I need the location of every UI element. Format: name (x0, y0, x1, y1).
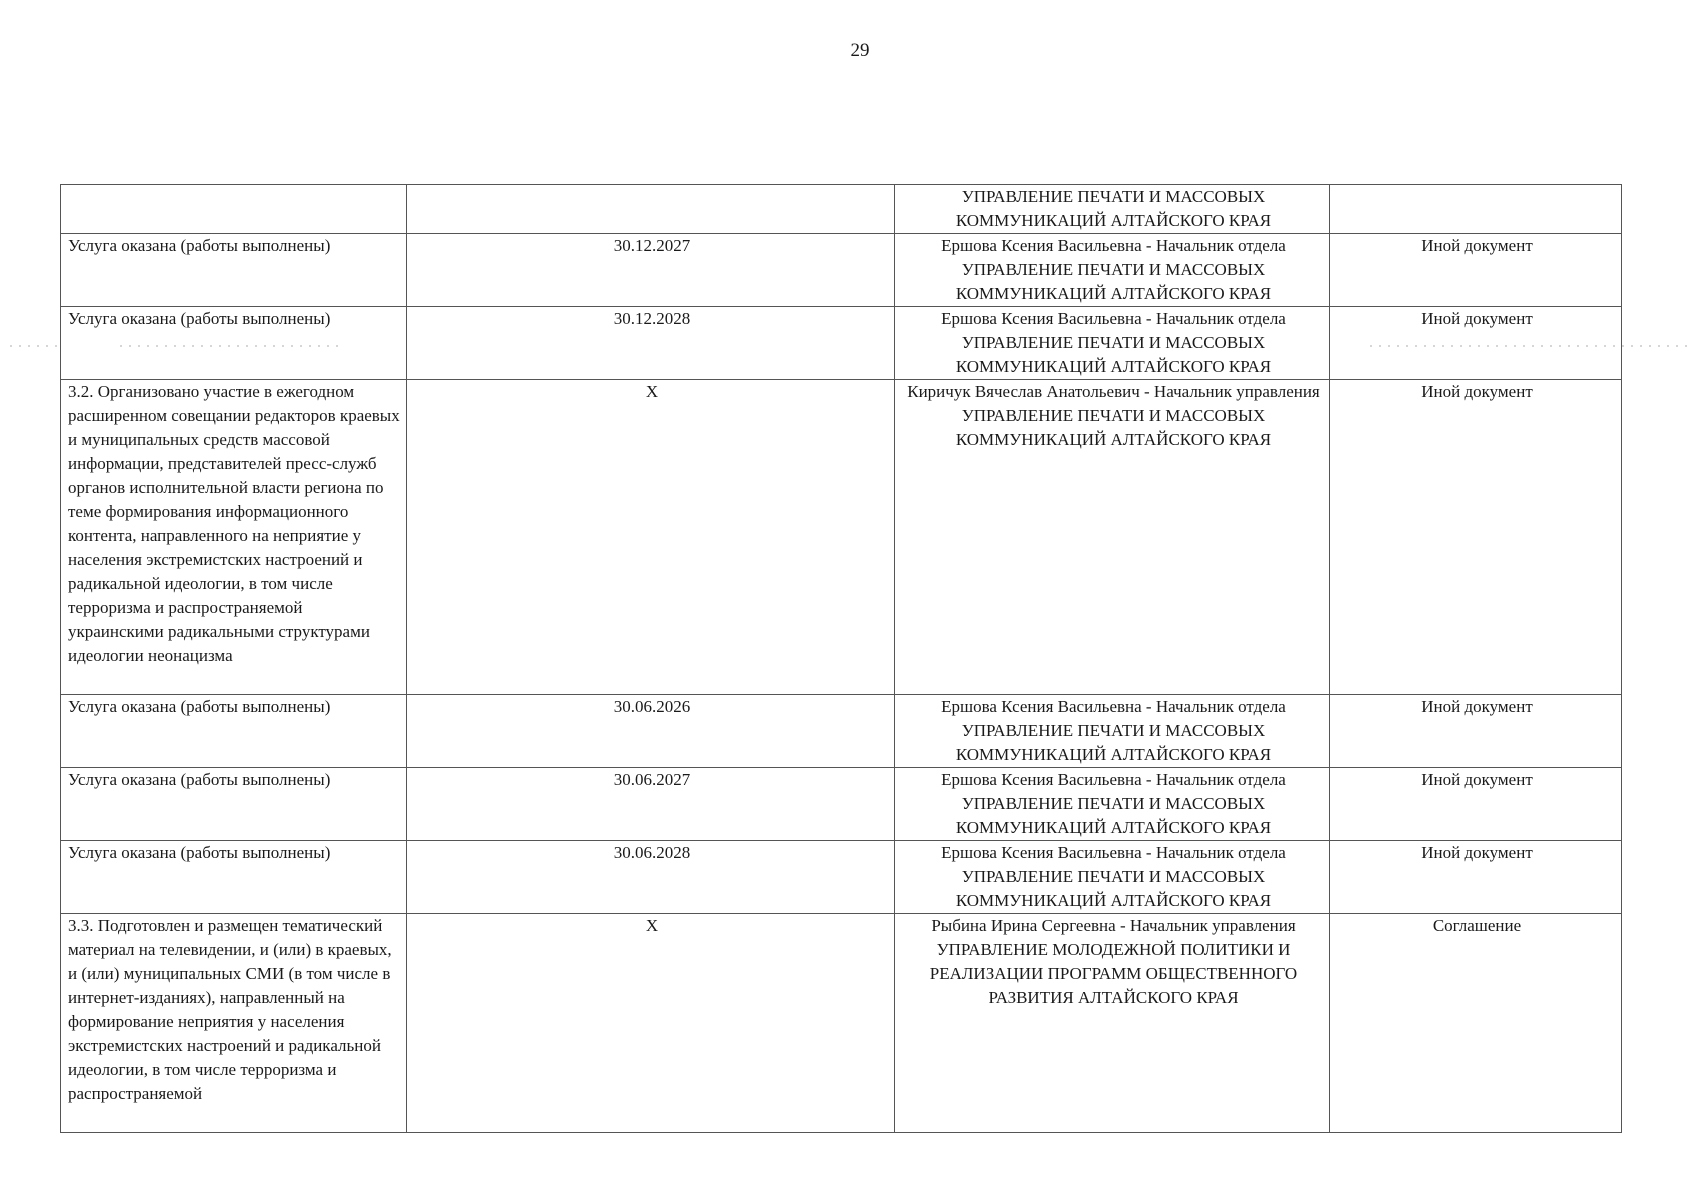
plan-table (60, 184, 1622, 1133)
responsible-cell (895, 841, 1330, 914)
responsible-cell (895, 307, 1330, 380)
document-cell: Иной документ (1330, 380, 1622, 695)
responsible-line: УПРАВЛЕНИЕ ПЕЧАТИ И МАССОВЫХ (961, 867, 1266, 886)
table-row (61, 185, 1622, 234)
date-cell: 30.12.2028 (407, 307, 895, 380)
table-row (61, 380, 1622, 695)
responsible-line: РЕАЛИЗАЦИИ ПРОГРАММ ОБЩЕСТВЕННОГО (929, 964, 1298, 983)
responsible-line: Рыбина Ирина Сергеевна - Начальник управления (931, 916, 1296, 935)
responsible-line: УПРАВЛЕНИЕ ПЕЧАТИ И МАССОВЫХ (961, 721, 1266, 740)
table-row (61, 234, 1622, 307)
responsible-cell (895, 185, 1330, 234)
page-number: 29 (850, 40, 870, 61)
responsible-cell (895, 695, 1330, 768)
responsible-line: КОММУНИКАЦИЙ АЛТАЙСКОГО КРАЯ (955, 357, 1272, 376)
responsible-line: Ершова Ксения Васильевна - Начальник отдела (941, 309, 1286, 328)
description-cell: 3.3. Подготовлен и размещен тематический материал на телевидении, и (или) в краевых, и (или) муниципальных СМИ (в том числе в интернет-изданиях), направленный на формирование неприятия у населения экстремистских настроений и радикальной идеологии, в том числе терроризма и распространяемой (61, 914, 407, 1133)
date-cell: X (407, 380, 895, 695)
date-cell: 30.12.2027 (407, 234, 895, 307)
document-cell (1330, 185, 1622, 234)
description-cell: Услуга оказана (работы выполнены) (61, 234, 407, 307)
document-cell: Иной документ (1330, 307, 1622, 380)
responsible-line: Ершова Ксения Васильевна - Начальник отдела (941, 236, 1286, 255)
table-row (61, 307, 1622, 380)
date-cell (407, 185, 895, 234)
responsible-cell (895, 234, 1330, 307)
document-cell: Иной документ (1330, 841, 1622, 914)
description-cell (61, 185, 407, 234)
document-cell: Иной документ (1330, 768, 1622, 841)
date-cell: 30.06.2027 (407, 768, 895, 841)
responsible-line: КОММУНИКАЦИЙ АЛТАЙСКОГО КРАЯ (955, 430, 1272, 449)
scan-noise (10, 345, 60, 347)
table-body (61, 185, 1622, 1133)
document-cell: Иной документ (1330, 234, 1622, 307)
responsible-cell (895, 380, 1330, 695)
responsible-line: УПРАВЛЕНИЕ ПЕЧАТИ И МАССОВЫХ (961, 794, 1266, 813)
document-cell: Соглашение (1330, 914, 1622, 1133)
table-row (61, 841, 1622, 914)
date-cell: X (407, 914, 895, 1133)
responsible-line: УПРАВЛЕНИЕ ПЕЧАТИ И МАССОВЫХ (961, 260, 1266, 279)
responsible-line: УПРАВЛЕНИЕ МОЛОДЕЖНОЙ ПОЛИТИКИ И (936, 940, 1291, 959)
responsible-line: УПРАВЛЕНИЕ ПЕЧАТИ И МАССОВЫХ (961, 333, 1266, 352)
table-row (61, 768, 1622, 841)
responsible-line: РАЗВИТИЯ АЛТАЙСКОГО КРАЯ (988, 988, 1239, 1007)
responsible-cell (895, 914, 1330, 1133)
responsible-line: КОММУНИКАЦИЙ АЛТАЙСКОГО КРАЯ (955, 745, 1272, 764)
responsible-line: КОММУНИКАЦИЙ АЛТАЙСКОГО КРАЯ (955, 818, 1272, 837)
responsible-line: КОММУНИКАЦИЙ АЛТАЙСКОГО КРАЯ (955, 891, 1272, 910)
responsible-line: УПРАВЛЕНИЕ ПЕЧАТИ И МАССОВЫХ (961, 406, 1266, 425)
description-cell: Услуга оказана (работы выполнены) (61, 768, 407, 841)
table-row (61, 695, 1622, 768)
table-row (61, 914, 1622, 1133)
responsible-line: Киричук Вячеслав Анатольевич - Начальник управления (907, 382, 1320, 401)
date-cell: 30.06.2028 (407, 841, 895, 914)
document-cell: Иной документ (1330, 695, 1622, 768)
description-cell: Услуга оказана (работы выполнены) (61, 307, 407, 380)
responsible-line: Ершова Ксения Васильевна - Начальник отдела (941, 770, 1286, 789)
responsible-line: КОММУНИКАЦИЙ АЛТАЙСКОГО КРАЯ (955, 211, 1272, 230)
responsible-line: УПРАВЛЕНИЕ ПЕЧАТИ И МАССОВЫХ (961, 187, 1266, 206)
responsible-line: Ершова Ксения Васильевна - Начальник отдела (941, 697, 1286, 716)
description-cell: Услуга оказана (работы выполнены) (61, 841, 407, 914)
description-cell: 3.2. Организовано участие в ежегодном расширенном совещании редакторов краевых и муниципальных средств массовой информации, представителей пресс-служб органов исполнительной власти региона по теме формирования информационного контента, направленного на неприятие у населения экстремистских настроений и радикальной идеологии, в том числе терроризма и распространяемой украинскими радикальными структурами идеологии неонацизма (61, 380, 407, 695)
date-cell: 30.06.2026 (407, 695, 895, 768)
description-cell: Услуга оказана (работы выполнены) (61, 695, 407, 768)
responsible-cell (895, 768, 1330, 841)
responsible-line: КОММУНИКАЦИЙ АЛТАЙСКОГО КРАЯ (955, 284, 1272, 303)
responsible-line: Ершова Ксения Васильевна - Начальник отдела (941, 843, 1286, 862)
